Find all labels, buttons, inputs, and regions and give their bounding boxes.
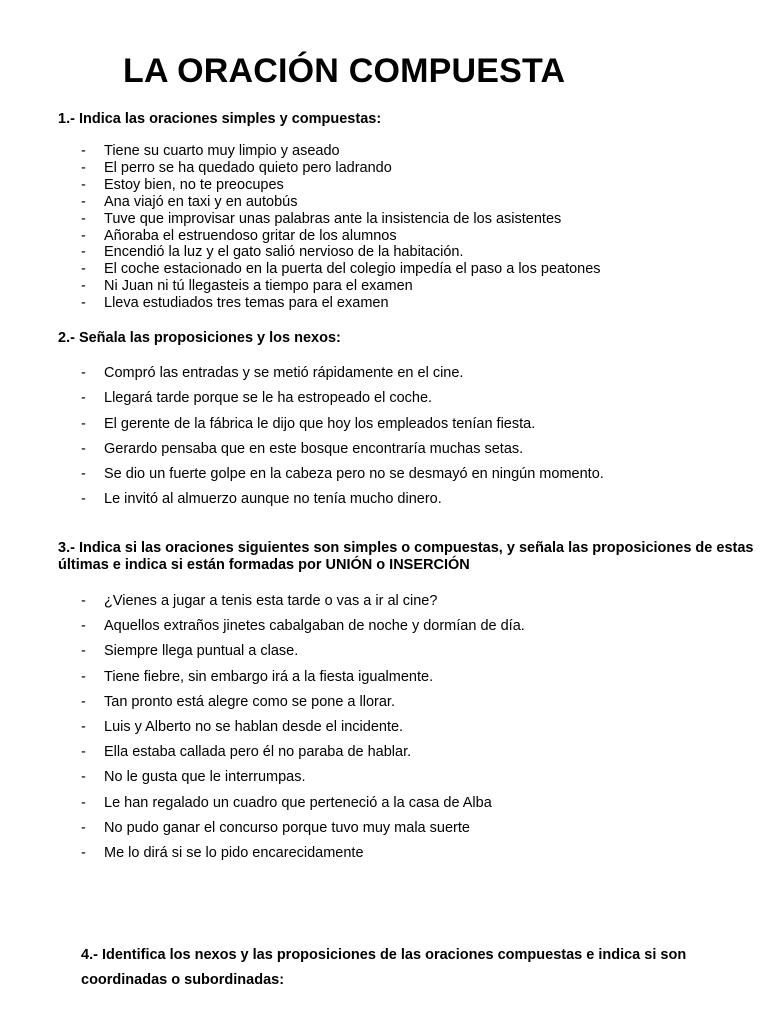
dash-bullet: - [81,193,86,210]
exercise-3-heading: 3.- Indica si las oraciones siguientes son simples o compuestas, y señala las proposiciones de estas últimas e indica si están formadas por UNIÓN o INSERCIÓN [58,540,754,573]
exercise-1-heading: 1.- Indica las oraciones simples y compuestas: [58,111,382,127]
sentence-text: Me lo dirá si se lo pido encarecidamente [104,845,364,862]
dash-bullet: - [81,744,86,761]
list-item [81,740,525,765]
sentence-text: No pudo ganar el concurso porque tuvo muy mala suerte [104,819,470,836]
dash-bullet: - [81,593,86,609]
dash-bullet: - [81,794,86,811]
list-item [81,639,525,664]
list-item [81,614,525,639]
list-item [81,841,525,866]
list-item [81,765,525,790]
exercise-3-list [81,589,525,866]
dash-bullet: - [81,176,86,193]
dash-bullet: - [81,769,86,786]
list-item [81,261,601,278]
list-item [81,487,604,512]
sentence-text: Encendió la luz y el gato salió nervioso de la habitación. [104,244,464,261]
exercise-2-list [81,361,604,513]
sentence-text: Tiene fiebre, sin embargo irá a la fiesta igualmente. [104,668,434,685]
exercise-4-heading: 4.- Identifica los nexos y las proposiciones de las oraciones compuestas e indica si son coordinadas o subordinadas: [81,947,687,988]
list-item [81,211,601,228]
sentence-text: El gerente de la fábrica le dijo que hoy los empleados tenían fiesta. [104,415,536,432]
sentence-text: Ana viajó en taxi y en autobús [104,193,298,210]
dash-bullet: - [81,227,86,244]
sentence-text: Estoy bien, no te preocupes [104,176,284,193]
exercise-2-heading: 2.- Señala las proposiciones y los nexos: [58,330,341,346]
list-item [81,244,601,261]
dash-bullet: - [81,261,86,278]
dash-bullet: - [81,618,86,635]
dash-bullet: - [81,466,86,483]
dash-bullet: - [81,244,86,261]
dash-bullet: - [81,415,86,432]
dash-bullet: - [81,440,86,457]
exercise-1-list [81,143,601,312]
sentence-text: Le invitó al almuerzo aunque no tenía mucho dinero. [104,491,442,508]
dash-bullet: - [81,295,86,312]
list-item [81,690,525,715]
dash-bullet: - [81,643,86,660]
dash-bullet: - [81,668,86,685]
sentence-text: Tuve que improvisar unas palabras ante la insistencia de los asistentes [104,210,562,227]
sentence-text: Luis y Alberto no se hablan desde el incidente. [104,719,404,736]
sentence-text: Añoraba el estruendoso gritar de los alumnos [104,227,397,244]
sentence-text: Llegará tarde porque se le ha estropeado el coche. [104,390,433,407]
sentence-text: Le han regalado un cuadro que perteneció a la casa de Alba [104,794,492,811]
list-item [81,160,601,177]
sentence-text: Lleva estudiados tres temas para el examen [104,295,389,312]
sentence-text: Siempre llega puntual a clase. [104,643,299,660]
list-item [81,386,604,411]
dash-bullet: - [81,159,86,176]
sentence-text: Ni Juan ni tú llegasteis a tiempo para el examen [104,278,413,295]
sentence-text: Tiene su cuarto muy limpio y aseado [104,143,340,159]
list-item [81,295,601,312]
list-item [81,437,604,462]
sentence-text: No le gusta que le interrumpas. [104,769,306,786]
list-item [81,816,525,841]
dash-bullet: - [81,491,86,508]
dash-bullet: - [81,365,86,381]
dash-bullet: - [81,143,86,159]
list-item [81,665,525,690]
list-item [81,715,525,740]
sentence-text: Tan pronto está alegre como se pone a llorar. [104,693,395,710]
dash-bullet: - [81,719,86,736]
sentence-text: El perro se ha quedado quieto pero ladrando [104,159,392,176]
list-item [81,412,604,437]
sentence-text: ¿Vienes a jugar a tenis esta tarde o vas a ir al cine? [104,593,438,609]
list-item [81,228,601,245]
list-item [81,143,601,160]
list-item [81,278,601,295]
list-item [81,194,601,211]
sentence-text: El coche estacionado en la puerta del colegio impedía el paso a los peatones [104,261,601,278]
dash-bullet: - [81,845,86,862]
dash-bullet: - [81,819,86,836]
list-item [81,589,525,614]
dash-bullet: - [81,693,86,710]
list-item [81,791,525,816]
dash-bullet: - [81,210,86,227]
sentence-text: Aquellos extraños jinetes cabalgaban de noche y dormían de día. [104,618,525,635]
list-item [81,361,604,386]
sentence-text: Compró las entradas y se metió rápidamente en el cine. [104,365,464,381]
page-title: LA ORACIÓN COMPUESTA [123,52,566,90]
dash-bullet: - [81,390,86,407]
list-item [81,177,601,194]
sentence-text: Ella estaba callada pero él no paraba de hablar. [104,744,412,761]
dash-bullet: - [81,278,86,295]
sentence-text: Gerardo pensaba que en este bosque encontraría muchas setas. [104,440,524,457]
sentence-text: Se dio un fuerte golpe en la cabeza pero no se desmayó en ningún momento. [104,466,604,483]
list-item [81,462,604,487]
